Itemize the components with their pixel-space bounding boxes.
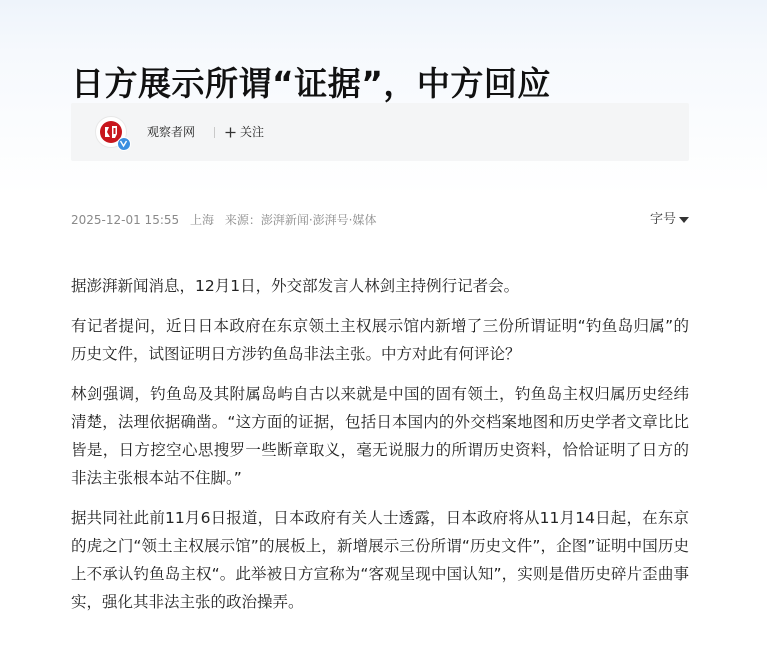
publish-location: 上海 xyxy=(189,213,214,227)
paragraph: 据共同社此前11月6日报道，日本政府有关人士透露，日本政府将从11月14日起，在东京的虎之门“领土主权展示馆”的展板上，新增展示三份所谓“历史文件”，企图”证明中国历史上不承认钓鱼岛主权“。此举被日方宣称为“客观呈现中国认知”，实则是借历史碎片歪曲事实，强化其非法主张的政治操弄。 xyxy=(71,509,689,611)
follow-label: 关注 xyxy=(240,125,265,139)
article-meta xyxy=(71,212,383,228)
article-body xyxy=(71,272,689,628)
plus-icon xyxy=(225,127,236,138)
font-size-label: 字号 xyxy=(649,212,676,227)
publish-datetime: 2025-12-01 15:55 xyxy=(71,213,180,227)
article-source: 来源：澎湃新闻·澎湃号·媒体 xyxy=(224,213,377,227)
follow-button[interactable] xyxy=(225,123,264,141)
font-size-button[interactable] xyxy=(650,211,689,229)
paragraph: 有记者提问，近日日本政府在东京领土主权展示馆内新增了三份所谓证明“钓鱼岛归属”的历史文件，试图证明日方涉钓鱼岛非法主张。中方对此有何评论？ xyxy=(71,317,689,363)
verified-badge-icon xyxy=(117,137,131,151)
paragraph: 据澎湃新闻消息，12月1日，外交部发言人林剑主持例行记者会。 xyxy=(71,277,520,295)
paragraph: 林剑强调，钓鱼岛及其附属岛屿自古以来就是中国的固有领土，钓鱼岛主权归属历史经纬清楚，法理依据确凿。“这方面的证据，包括日本国内的外交档案地图和历史学者文章比比皆是，日方挖空心思搜罗一些断章取义，毫无说服力的所谓历史资料，恰恰证明了日方的非法主张根本站不住脚。” xyxy=(71,385,689,487)
caret-down-icon xyxy=(679,217,689,223)
author-avatar[interactable] xyxy=(95,116,127,148)
divider xyxy=(214,127,215,138)
article-title: 日方展示所谓“证据”，中方回应 xyxy=(71,64,551,104)
author-card xyxy=(71,103,689,161)
author-name[interactable]: 观察者网 xyxy=(147,125,196,139)
